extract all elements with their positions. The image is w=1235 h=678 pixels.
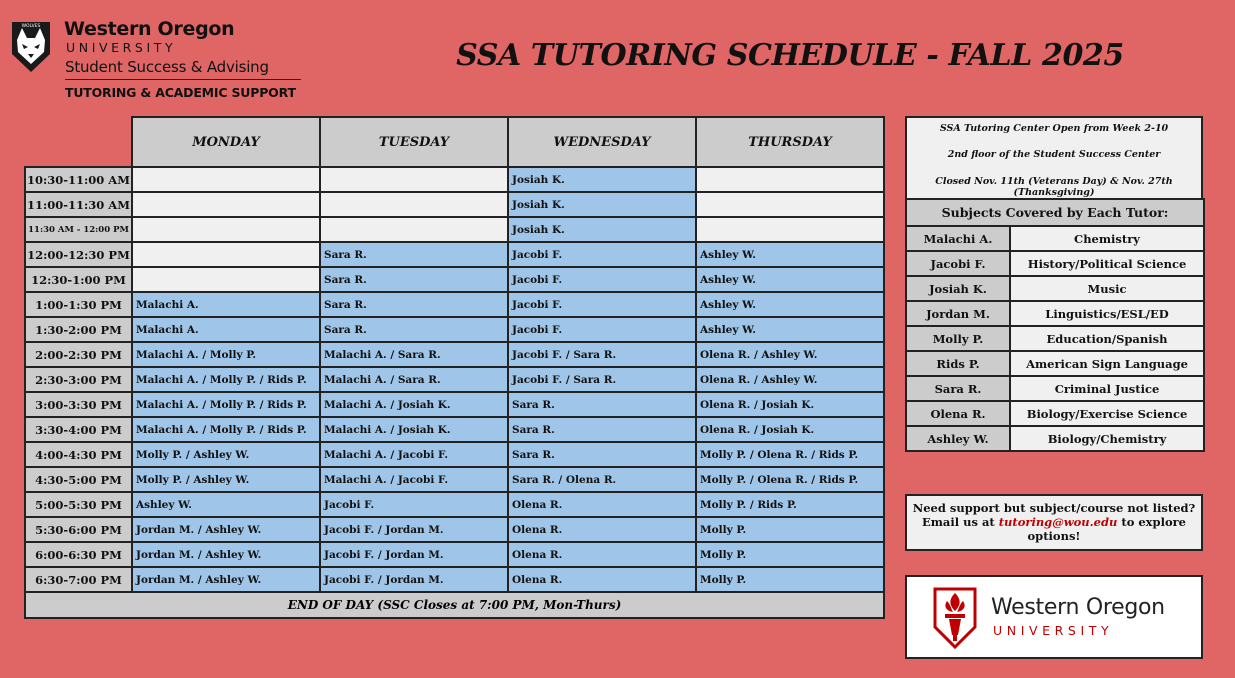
slot-tuesday: Malachi A. / Josiah K. bbox=[320, 417, 508, 442]
schedule-row bbox=[25, 542, 884, 567]
tutor-subject: Criminal Justice bbox=[1010, 376, 1204, 401]
slot-wednesday: Jacobi F. bbox=[508, 317, 696, 342]
subject-row bbox=[906, 426, 1204, 451]
slot-thursday: Molly P. bbox=[696, 542, 884, 567]
schedule-row bbox=[25, 317, 884, 342]
slot-monday: Malachi A. / Molly P. / Rids P. bbox=[132, 392, 320, 417]
tutor-subject: Biology/Chemistry bbox=[1010, 426, 1204, 451]
schedule-row bbox=[25, 567, 884, 592]
schedule-row bbox=[25, 492, 884, 517]
slot-thursday: Olena R. / Josiah K. bbox=[696, 417, 884, 442]
schedule-table bbox=[24, 116, 885, 619]
time-slot-label: 6:30-7:00 PM bbox=[25, 567, 132, 592]
footer-university-word: UNIVERSITY bbox=[993, 623, 1114, 638]
schedule-row bbox=[25, 267, 884, 292]
tutor-name: Malachi A. bbox=[906, 226, 1010, 251]
slot-monday bbox=[132, 192, 320, 217]
slot-thursday bbox=[696, 167, 884, 192]
slot-thursday: Molly P. bbox=[696, 567, 884, 592]
tutor-subject: Education/Spanish bbox=[1010, 326, 1204, 351]
schedule-body bbox=[25, 167, 884, 592]
tutor-subject: American Sign Language bbox=[1010, 351, 1204, 376]
time-slot-label: 3:00-3:30 PM bbox=[25, 392, 132, 417]
slot-monday bbox=[132, 167, 320, 192]
end-of-day-note: END OF DAY (SSC Closes at 7:00 PM, Mon-Thurs) bbox=[25, 592, 884, 618]
slot-monday: Malachi A. bbox=[132, 317, 320, 342]
tutor-subject: History/Political Science bbox=[1010, 251, 1204, 276]
slot-monday: Molly P. / Ashley W. bbox=[132, 467, 320, 492]
time-slot-label: 4:30-5:00 PM bbox=[25, 467, 132, 492]
slot-thursday: Ashley W. bbox=[696, 292, 884, 317]
slot-monday: Jordan M. / Ashley W. bbox=[132, 567, 320, 592]
schedule-corner bbox=[25, 117, 132, 167]
schedule-row bbox=[25, 467, 884, 492]
slot-wednesday: Jacobi F. / Sara R. bbox=[508, 367, 696, 392]
wolf-badge-icon bbox=[8, 20, 54, 74]
tutor-name: Jordan M. bbox=[906, 301, 1010, 326]
slot-monday: Ashley W. bbox=[132, 492, 320, 517]
support-box bbox=[905, 494, 1203, 551]
slot-thursday: Molly P. bbox=[696, 517, 884, 542]
subject-row bbox=[906, 401, 1204, 426]
slot-tuesday: Sara R. bbox=[320, 267, 508, 292]
time-slot-label: 3:30-4:00 PM bbox=[25, 417, 132, 442]
subject-row bbox=[906, 351, 1204, 376]
day-header-monday: MONDAY bbox=[132, 117, 320, 167]
time-slot-label: 1:00-1:30 PM bbox=[25, 292, 132, 317]
tutor-name: Molly P. bbox=[906, 326, 1010, 351]
unit-name: TUTORING & ACADEMIC SUPPORT bbox=[65, 85, 296, 100]
schedule-row bbox=[25, 192, 884, 217]
schedule-row bbox=[25, 442, 884, 467]
tutor-name: Sara R. bbox=[906, 376, 1010, 401]
time-slot-label: 10:30-11:00 AM bbox=[25, 167, 132, 192]
subject-row bbox=[906, 326, 1204, 351]
page-title: SSA TUTORING SCHEDULE - FALL 2025 bbox=[456, 38, 1124, 73]
subject-row bbox=[906, 276, 1204, 301]
slot-tuesday: Jacobi F. / Jordan M. bbox=[320, 542, 508, 567]
slot-monday: Malachi A. / Molly P. / Rids P. bbox=[132, 367, 320, 392]
slot-monday: Malachi A. bbox=[132, 292, 320, 317]
support-line-2 bbox=[907, 515, 1201, 529]
university-word: UNIVERSITY bbox=[66, 40, 177, 55]
schedule-row bbox=[25, 292, 884, 317]
slot-wednesday: Josiah K. bbox=[508, 192, 696, 217]
time-slot-label: 5:30-6:00 PM bbox=[25, 517, 132, 542]
slot-wednesday: Jacobi F. bbox=[508, 267, 696, 292]
slot-wednesday: Olena R. bbox=[508, 567, 696, 592]
subjects-table bbox=[905, 198, 1205, 452]
day-header-thursday: THURSDAY bbox=[696, 117, 884, 167]
support-line-2-pre: Email us at bbox=[922, 515, 999, 529]
slot-thursday: Olena R. / Josiah K. bbox=[696, 392, 884, 417]
slot-wednesday: Josiah K. bbox=[508, 167, 696, 192]
slot-tuesday bbox=[320, 217, 508, 242]
time-slot-label: 11:00-11:30 AM bbox=[25, 192, 132, 217]
slot-wednesday: Sara R. bbox=[508, 392, 696, 417]
slot-monday bbox=[132, 267, 320, 292]
slot-tuesday: Jacobi F. bbox=[320, 492, 508, 517]
support-line-1: Need support but subject/course not listed? bbox=[912, 501, 1196, 515]
slot-thursday: Ashley W. bbox=[696, 242, 884, 267]
schedule-row bbox=[25, 217, 884, 242]
slot-thursday: Molly P. / Rids P. bbox=[696, 492, 884, 517]
tutor-subject: Music bbox=[1010, 276, 1204, 301]
subjects-body bbox=[906, 226, 1204, 451]
center-info-box bbox=[905, 116, 1203, 203]
subjects-header: Subjects Covered by Each Tutor: bbox=[906, 199, 1204, 226]
header-logo bbox=[8, 18, 308, 102]
day-header-wednesday: WEDNESDAY bbox=[508, 117, 696, 167]
slot-wednesday: Sara R. / Olena R. bbox=[508, 467, 696, 492]
slot-wednesday: Olena R. bbox=[508, 492, 696, 517]
slot-thursday bbox=[696, 217, 884, 242]
department-divider bbox=[65, 79, 301, 80]
info-open-weeks: SSA Tutoring Center Open from Week 2-10 bbox=[939, 123, 1169, 134]
support-line-3: options! bbox=[1027, 529, 1081, 543]
slot-tuesday: Malachi A. / Jacobi F. bbox=[320, 442, 508, 467]
schedule-row bbox=[25, 392, 884, 417]
slot-monday: Malachi A. / Molly P. / Rids P. bbox=[132, 417, 320, 442]
slot-monday bbox=[132, 242, 320, 267]
info-closed-dates-cont: (Thanksgiving) bbox=[1013, 187, 1095, 198]
slot-tuesday bbox=[320, 167, 508, 192]
time-slot-label: 4:00-4:30 PM bbox=[25, 442, 132, 467]
time-slot-label: 6:00-6:30 PM bbox=[25, 542, 132, 567]
university-name: Western Oregon bbox=[64, 18, 235, 40]
slot-wednesday: Olena R. bbox=[508, 517, 696, 542]
slot-tuesday: Malachi A. / Josiah K. bbox=[320, 392, 508, 417]
slot-wednesday: Olena R. bbox=[508, 542, 696, 567]
schedule-row bbox=[25, 517, 884, 542]
info-closed-dates: Closed Nov. 11th (Veterans Day) & Nov. 27th bbox=[935, 176, 1173, 187]
slot-monday bbox=[132, 217, 320, 242]
slot-wednesday: Sara R. bbox=[508, 417, 696, 442]
slot-tuesday: Jacobi F. / Jordan M. bbox=[320, 567, 508, 592]
tutor-name: Josiah K. bbox=[906, 276, 1010, 301]
wolf-badge-text: WOLVES bbox=[21, 24, 41, 29]
slot-tuesday: Sara R. bbox=[320, 317, 508, 342]
slot-wednesday: Sara R. bbox=[508, 442, 696, 467]
tutor-name: Ashley W. bbox=[906, 426, 1010, 451]
schedule-row bbox=[25, 242, 884, 267]
slot-wednesday: Josiah K. bbox=[508, 217, 696, 242]
slot-thursday: Olena R. / Ashley W. bbox=[696, 342, 884, 367]
time-slot-label: 11:30 AM - 12:00 PM bbox=[25, 217, 132, 242]
slot-tuesday: Malachi A. / Jacobi F. bbox=[320, 467, 508, 492]
info-location: 2nd floor of the Student Success Center bbox=[947, 149, 1161, 160]
slot-tuesday: Malachi A. / Sara R. bbox=[320, 342, 508, 367]
schedule-row bbox=[25, 367, 884, 392]
tutor-name: Olena R. bbox=[906, 401, 1010, 426]
schedule-row bbox=[25, 167, 884, 192]
tutor-name: Jacobi F. bbox=[906, 251, 1010, 276]
subjects-header-row bbox=[906, 199, 1204, 226]
slot-tuesday: Sara R. bbox=[320, 292, 508, 317]
subject-row bbox=[906, 251, 1204, 276]
tutor-subject: Linguistics/ESL/ED bbox=[1010, 301, 1204, 326]
department-name: Student Success & Advising bbox=[65, 58, 269, 76]
tutor-name: Rids P. bbox=[906, 351, 1010, 376]
time-slot-label: 1:30-2:00 PM bbox=[25, 317, 132, 342]
slot-monday: Molly P. / Ashley W. bbox=[132, 442, 320, 467]
slot-thursday: Molly P. / Olena R. / Rids P. bbox=[696, 442, 884, 467]
slot-thursday: Olena R. / Ashley W. bbox=[696, 367, 884, 392]
tutor-subject: Biology/Exercise Science bbox=[1010, 401, 1204, 426]
torch-icon bbox=[929, 585, 981, 651]
tutor-subject: Chemistry bbox=[1010, 226, 1204, 251]
subject-row bbox=[906, 376, 1204, 401]
schedule-footer-row bbox=[25, 592, 884, 618]
subject-row bbox=[906, 226, 1204, 251]
slot-thursday: Ashley W. bbox=[696, 267, 884, 292]
slot-thursday: Ashley W. bbox=[696, 317, 884, 342]
footer-logo bbox=[905, 575, 1203, 659]
slot-tuesday: Jacobi F. / Jordan M. bbox=[320, 517, 508, 542]
slot-wednesday: Jacobi F. / Sara R. bbox=[508, 342, 696, 367]
footer-university-name: Western Oregon bbox=[991, 595, 1165, 620]
slot-tuesday: Sara R. bbox=[320, 242, 508, 267]
schedule-header-row bbox=[25, 117, 884, 167]
time-slot-label: 2:30-3:00 PM bbox=[25, 367, 132, 392]
slot-thursday bbox=[696, 192, 884, 217]
day-header-tuesday: TUESDAY bbox=[320, 117, 508, 167]
slot-monday: Jordan M. / Ashley W. bbox=[132, 542, 320, 567]
slot-monday: Jordan M. / Ashley W. bbox=[132, 517, 320, 542]
schedule-row bbox=[25, 342, 884, 367]
slot-tuesday bbox=[320, 192, 508, 217]
slot-monday: Malachi A. / Molly P. bbox=[132, 342, 320, 367]
support-line-2-post: to explore bbox=[1117, 515, 1186, 529]
time-slot-label: 5:00-5:30 PM bbox=[25, 492, 132, 517]
slot-wednesday: Jacobi F. bbox=[508, 242, 696, 267]
schedule-row bbox=[25, 417, 884, 442]
subject-row bbox=[906, 301, 1204, 326]
time-slot-label: 12:30-1:00 PM bbox=[25, 267, 132, 292]
time-slot-label: 2:00-2:30 PM bbox=[25, 342, 132, 367]
support-email-link[interactable]: tutoring@wou.edu bbox=[998, 515, 1118, 529]
slot-thursday: Molly P. / Olena R. / Rids P. bbox=[696, 467, 884, 492]
time-slot-label: 12:00-12:30 PM bbox=[25, 242, 132, 267]
slot-tuesday: Malachi A. / Sara R. bbox=[320, 367, 508, 392]
slot-wednesday: Jacobi F. bbox=[508, 292, 696, 317]
